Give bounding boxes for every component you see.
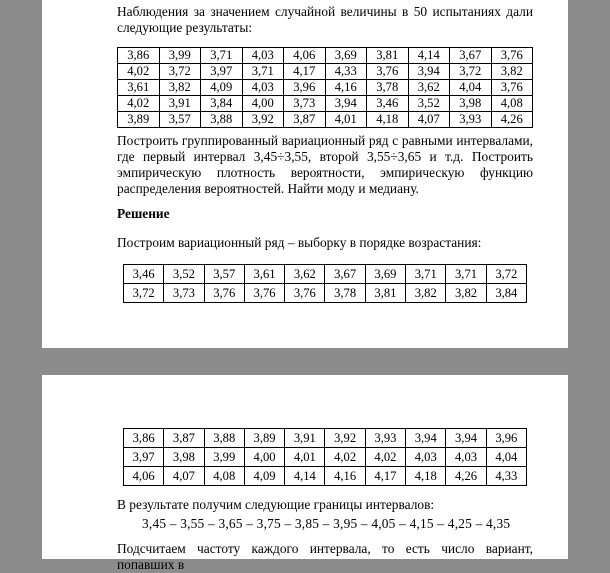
table-cell: 4,04 — [486, 448, 526, 467]
table-cell: 3,69 — [365, 265, 405, 284]
table-cell: 3,67 — [450, 48, 492, 64]
table-cell: 4,26 — [446, 467, 486, 486]
table-cell: 3,46 — [124, 265, 164, 284]
table-cell: 4,06 — [284, 48, 326, 64]
table-cell: 3,72 — [450, 64, 492, 80]
sorted-series-table-part2 — [123, 428, 527, 486]
document-page-1 — [42, 0, 568, 348]
table-cell: 3,67 — [325, 265, 365, 284]
observations-table — [117, 47, 533, 128]
table-cell: 4,00 — [244, 448, 284, 467]
table-cell: 4,16 — [325, 467, 365, 486]
table-cell: 3,71 — [406, 265, 446, 284]
table-row — [124, 284, 527, 303]
table-cell: 3,78 — [325, 284, 365, 303]
table-cell: 4,18 — [406, 467, 446, 486]
table-cell: 4,03 — [242, 80, 284, 96]
table-cell: 3,76 — [367, 64, 409, 80]
table-row — [118, 96, 533, 112]
table-cell: 3,94 — [408, 64, 450, 80]
table-cell: 3,91 — [159, 96, 201, 112]
table-cell: 3,84 — [486, 284, 526, 303]
table-cell: 3,96 — [486, 429, 526, 448]
table-cell: 3,76 — [491, 48, 533, 64]
table-cell: 4,33 — [325, 64, 367, 80]
series-intro-paragraph: Построим вариационный ряд – выборку в порядке возрастания: — [117, 235, 482, 250]
table-cell: 4,00 — [242, 96, 284, 112]
interval-bounds-formula: 3,45 – 3,55 – 3,65 – 3,75 – 3,85 – 3,95 – 4,05 – 4,15 – 4,25 – 4,35 — [142, 516, 511, 531]
table-cell: 4,08 — [204, 467, 244, 486]
table-cell: 3,57 — [204, 265, 244, 284]
table-cell: 3,72 — [486, 265, 526, 284]
table-cell: 3,61 — [244, 265, 284, 284]
table-cell: 4,18 — [367, 112, 409, 128]
table-row — [118, 48, 533, 64]
table-cell: 3,87 — [164, 429, 204, 448]
table-cell: 4,03 — [242, 48, 284, 64]
intro-paragraph: Наблюдения за значением случайной величины в 50 испытаниях дали следующие результаты: — [117, 4, 533, 35]
solution-heading: Решение — [117, 206, 170, 221]
table-cell: 3,76 — [244, 284, 284, 303]
table-cell: 3,46 — [367, 96, 409, 112]
table-cell: 3,86 — [118, 48, 160, 64]
table-cell: 3,76 — [285, 284, 325, 303]
table-row — [118, 112, 533, 128]
table-cell: 4,02 — [118, 96, 160, 112]
table-cell: 3,73 — [284, 96, 326, 112]
table-cell: 4,07 — [408, 112, 450, 128]
table-cell: 3,93 — [450, 112, 492, 128]
table-cell: 3,76 — [204, 284, 244, 303]
table-cell: 3,61 — [118, 80, 160, 96]
table-cell: 4,02 — [118, 64, 160, 80]
task-paragraph: Построить группированный вариационный ряд с равными интервалами, где первый интервал 3,45÷3,55, второй 3,55÷3,65 и т.д. Построить эмпирическую плотность вероятности, эмпирическую функцию распределения вероятностей. Найти моду и медиану. — [117, 133, 533, 196]
sorted-series-table-part1 — [123, 264, 527, 303]
table-cell: 3,57 — [159, 112, 201, 128]
table-cell: 4,06 — [124, 467, 164, 486]
table-cell: 3,82 — [446, 284, 486, 303]
table-cell: 3,94 — [446, 429, 486, 448]
table-cell: 4,08 — [491, 96, 533, 112]
table-cell: 4,14 — [408, 48, 450, 64]
table-cell: 3,88 — [204, 429, 244, 448]
table-cell: 4,14 — [285, 467, 325, 486]
table-cell: 3,94 — [325, 96, 367, 112]
table-cell: 3,72 — [159, 64, 201, 80]
table-cell: 3,98 — [164, 448, 204, 467]
table-cell: 4,01 — [285, 448, 325, 467]
document-page-2 — [42, 375, 568, 572]
table-cell: 3,72 — [124, 284, 164, 303]
table-cell: 3,62 — [408, 80, 450, 96]
table-cell: 3,78 — [367, 80, 409, 96]
table-cell: 3,89 — [118, 112, 160, 128]
table-cell: 3,89 — [244, 429, 284, 448]
table-cell: 3,52 — [408, 96, 450, 112]
table-cell: 3,71 — [242, 64, 284, 80]
table-cell: 3,82 — [406, 284, 446, 303]
table-cell: 3,97 — [201, 64, 243, 80]
table-cell: 3,86 — [124, 429, 164, 448]
table-row — [124, 448, 527, 467]
table-cell: 4,03 — [446, 448, 486, 467]
table-cell: 3,92 — [325, 429, 365, 448]
table-cell: 4,17 — [284, 64, 326, 80]
table-cell: 4,09 — [244, 467, 284, 486]
table-row — [124, 429, 527, 448]
table-cell: 3,92 — [242, 112, 284, 128]
table-cell: 3,71 — [446, 265, 486, 284]
table-cell: 3,99 — [159, 48, 201, 64]
table-cell: 3,52 — [164, 265, 204, 284]
table-cell: 4,07 — [164, 467, 204, 486]
table-cell: 3,91 — [285, 429, 325, 448]
table-row — [124, 467, 527, 486]
table-cell: 4,04 — [450, 80, 492, 96]
table-cell: 3,76 — [491, 80, 533, 96]
bounds-intro-paragraph: В результате получим следующие границы интервалов: — [117, 497, 435, 512]
table-cell: 4,02 — [365, 448, 405, 467]
table-cell: 3,97 — [124, 448, 164, 467]
table-cell: 3,84 — [201, 96, 243, 112]
table-cell: 3,93 — [365, 429, 405, 448]
table-cell: 3,94 — [406, 429, 446, 448]
table-cell: 4,03 — [406, 448, 446, 467]
table-cell: 3,82 — [491, 64, 533, 80]
table-row — [118, 64, 533, 80]
table-cell: 4,01 — [325, 112, 367, 128]
table-cell: 4,02 — [325, 448, 365, 467]
table-cell: 3,81 — [367, 48, 409, 64]
table-cell: 3,81 — [365, 284, 405, 303]
table-cell: 4,33 — [486, 467, 526, 486]
table-cell: 3,87 — [284, 112, 326, 128]
table-cell: 3,88 — [201, 112, 243, 128]
table-cell: 3,69 — [325, 48, 367, 64]
table-cell: 3,71 — [201, 48, 243, 64]
table-cell: 4,09 — [201, 80, 243, 96]
table-cell: 3,82 — [159, 80, 201, 96]
table-cell: 3,96 — [284, 80, 326, 96]
table-cell: 3,62 — [285, 265, 325, 284]
table-cell: 4,17 — [365, 467, 405, 486]
table-cell: 4,26 — [491, 112, 533, 128]
table-row — [118, 80, 533, 96]
table-cell: 4,16 — [325, 80, 367, 96]
table-cell: 3,73 — [164, 284, 204, 303]
table-row — [124, 265, 527, 284]
table-cell: 3,98 — [450, 96, 492, 112]
frequency-count-paragraph: Подсчитаем частоту каждого интервала, то есть число вариант, попавших в — [117, 541, 533, 572]
table-cell: 3,99 — [204, 448, 244, 467]
